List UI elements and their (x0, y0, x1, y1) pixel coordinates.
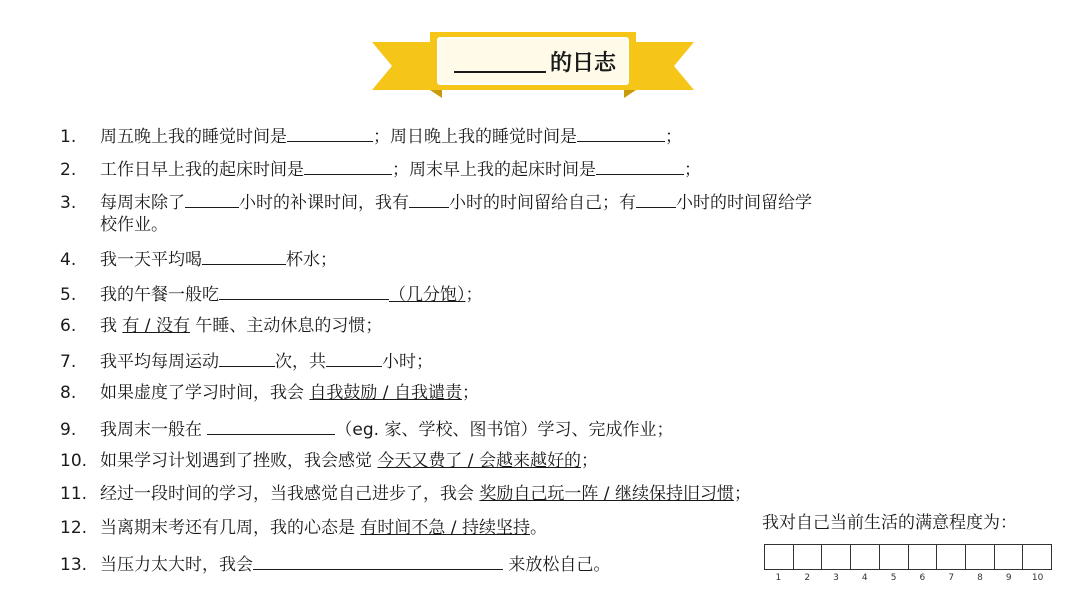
list-item (60, 348, 433, 373)
scale-cell-6[interactable] (909, 545, 938, 569)
item-text: ； (461, 383, 479, 403)
item-text: 小时的时间留给自己；有 (449, 193, 636, 213)
scale-cell-3[interactable] (822, 545, 851, 569)
ribbon-left-fold (430, 90, 442, 98)
item-number: 12. (60, 518, 88, 538)
list-item (60, 517, 547, 539)
scale-cell-9[interactable] (995, 545, 1024, 569)
item-text: 我的午餐一般吃 (100, 285, 219, 305)
list-item (60, 123, 682, 148)
item-number: 10. (60, 451, 88, 471)
item-text: 次，共 (275, 352, 326, 372)
scale-cell-4[interactable] (851, 545, 880, 569)
item-number: 6. (60, 316, 77, 336)
item-number: 3. (60, 193, 77, 213)
fill-blank[interactable] (326, 348, 382, 367)
item-text: ； (465, 285, 483, 305)
item-text: （eg. 家、学校、图书馆）学习、完成作业； (335, 420, 674, 440)
scale-number: 2 (804, 573, 811, 583)
list-item (60, 156, 701, 181)
scale-cell-7[interactable] (937, 545, 966, 569)
item-text: 我周末一般在 (100, 420, 208, 440)
item-text: 如果虚度了学习时间，我会 (100, 383, 310, 403)
item-text: 工作日早上我的起床时间是 (100, 160, 304, 180)
fill-blank[interactable] (409, 189, 449, 208)
scale-cell-10[interactable] (1023, 545, 1051, 569)
item-text: 周五晚上我的睡觉时间是 (100, 127, 287, 147)
list-item (60, 189, 812, 236)
item-text: ； (733, 484, 751, 504)
item-text: 当离期末考还有几周，我的心态是 (100, 518, 361, 538)
scale-number: 5 (890, 573, 897, 583)
item-text: ； (580, 451, 598, 471)
fill-blank[interactable] (202, 246, 286, 265)
list-item (60, 246, 337, 271)
item-text: ； (665, 127, 682, 147)
title-suffix: 的日志 (549, 50, 616, 76)
scale-number: 7 (948, 573, 955, 583)
item-text: 午睡、主动休息的习惯； (189, 316, 383, 336)
item-text: ；周末早上我的起床时间是 (392, 160, 596, 180)
item-text: 每周末除了 (100, 193, 185, 213)
item-text-continued: 校作业。 (100, 215, 168, 235)
item-text: 杯水； (286, 250, 337, 270)
scale-number: 4 (861, 573, 868, 583)
scale-number: 8 (977, 573, 983, 583)
item-text: 经过一段时间的学习，当我感觉自己进步了，我会 (100, 484, 480, 504)
fill-blank[interactable] (596, 156, 684, 175)
list-item (60, 382, 479, 404)
item-number: 2. (60, 160, 77, 180)
list-item (60, 450, 598, 472)
scale-number: 6 (919, 573, 926, 583)
fill-blank[interactable] (219, 281, 389, 300)
scale-number: 10 (1031, 573, 1044, 583)
scale-cell-1[interactable] (765, 545, 794, 569)
satisfaction-scale-numbers (764, 573, 1052, 583)
name-blank[interactable] (454, 49, 546, 73)
list-item (60, 315, 382, 337)
scale-number: 9 (1005, 573, 1012, 583)
item-text: 小时的补课时间，我有 (239, 193, 409, 213)
fill-blank[interactable] (219, 348, 275, 367)
list-item (60, 281, 483, 306)
fill-blank[interactable] (304, 156, 392, 175)
item-number: 5. (60, 285, 77, 305)
item-text: 我 (100, 316, 123, 336)
page-title (430, 43, 640, 79)
item-text: 我平均每周运动 (100, 352, 219, 372)
item-number: 4. (60, 250, 77, 270)
item-number: 1. (60, 127, 77, 147)
item-text: 小时； (382, 352, 433, 372)
scale-cell-5[interactable] (880, 545, 909, 569)
item-text: 当压力太大时，我会 (100, 555, 253, 575)
scale-number: 3 (833, 573, 839, 583)
satisfaction-scale (764, 544, 1052, 570)
ribbon-right-fold (624, 90, 636, 98)
item-text: ；周日晚上我的睡觉时间是 (373, 127, 577, 147)
choice-option[interactable]: 自我鼓励 / 自我谴责 (309, 383, 462, 403)
item-text: 来放松自己。 (503, 555, 611, 575)
fill-blank[interactable] (207, 416, 335, 435)
scale-cell-2[interactable] (794, 545, 823, 569)
satisfaction-label: 我对自己当前生活的满意程度为： (762, 513, 1017, 533)
fill-blank[interactable] (185, 189, 239, 208)
item-text: ； (684, 160, 701, 180)
portion-hint: （几分饱） (389, 285, 466, 305)
item-number: 13. (60, 555, 88, 575)
scale-cell-8[interactable] (966, 545, 995, 569)
scale-number: 1 (775, 573, 782, 583)
item-text: 我一天平均喝 (100, 250, 202, 270)
choice-option[interactable]: 有 / 没有 (122, 316, 190, 336)
item-number: 9. (60, 420, 77, 440)
choice-option[interactable]: 有时间不急 / 持续坚持 (360, 518, 530, 538)
choice-option[interactable]: 奖励自己玩一阵 / 继续保持旧习惯 (479, 484, 734, 504)
item-number: 11. (60, 484, 88, 504)
item-text: 。 (529, 518, 547, 538)
fill-blank[interactable] (253, 551, 503, 570)
fill-blank[interactable] (577, 123, 665, 142)
list-item (60, 416, 673, 441)
fill-blank[interactable] (636, 189, 676, 208)
item-number: 8. (60, 383, 77, 403)
fill-blank[interactable] (287, 123, 373, 142)
choice-option[interactable]: 今天又费了 / 会越来越好的 (377, 451, 581, 471)
list-item (60, 551, 610, 576)
list-item (60, 483, 751, 505)
item-text: 如果学习计划遇到了挫败，我会感觉 (100, 451, 378, 471)
item-number: 7. (60, 352, 77, 372)
item-text: 小时的时间留给学 (676, 193, 812, 213)
